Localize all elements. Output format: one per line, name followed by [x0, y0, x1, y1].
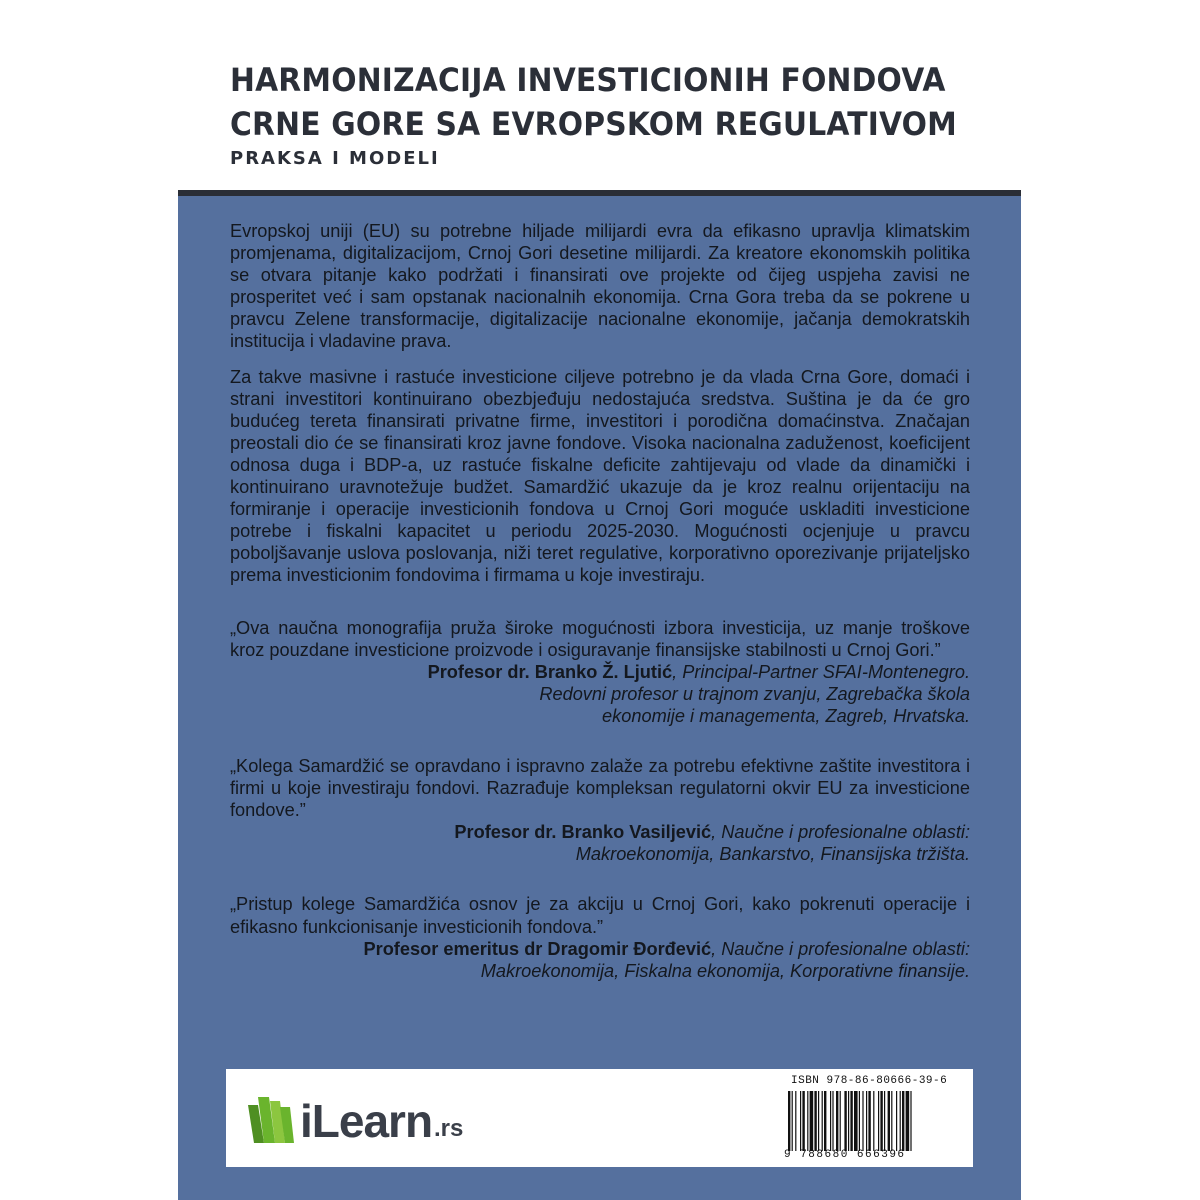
- cover-header: [178, 0, 1021, 190]
- reviewer-role: Makroekonomija, Fiskalna ekonomija, Korporativne finansije.: [480, 960, 970, 981]
- publisher-footer: [226, 1069, 973, 1167]
- isbn-label: ISBN 978-86-80666-39-6: [791, 1075, 948, 1087]
- quote-text: „Pristup kolege Samardžića osnov je za akciju u Crnoj Gori, kako pokrenuti operacije i efikasno funkcionisanje investicionih fondova.”: [230, 894, 970, 937]
- publisher-logo-word: iLearn: [300, 1095, 433, 1147]
- reviewer-role: , Principal-Partner SFAI-Montenegro.: [672, 661, 970, 682]
- book-subtitle: PRAKSA I MODELI: [230, 148, 440, 169]
- quote-text: „Ova naučna monografija pruža široke mogućnosti izbora investicija, uz manje troškove kroz pouzdane investicione proizvode i osiguravanje finansijske stabilnosti u Crnoj Gori.”: [230, 617, 970, 660]
- reviewer-role: Makroekonomija, Bankarstvo, Finansijska tržišta.: [575, 844, 970, 865]
- description-paragraph: Evropskoj uniji (EU) su potrebne hiljade milijardi evra da efikasno upravlja klimatskim promjenama, digitalizacijom, Crnoj Gori desetine milijardi. Za kreatore ekonomskih politika se otvara pitanje kako podržati i finansirati ove projekte od čijeg uspjeha zavisi ne prosperitet već i sam opstanak nacionalnih ekonomija. Crna Gora treba da se pokrene u pravcu Zelene transformacije, digitalizacije nacionalne ekonomije, jačanja demokratskih institucija i vladavine prava.: [230, 221, 970, 352]
- reviewer-role: ekonomije i managementa, Zagreb, Hrvatska.: [602, 705, 970, 726]
- reviewer-name: Profesor dr. Branko Ž. Ljutić: [427, 661, 673, 682]
- barcode-number: 9 788680 666396: [784, 1149, 906, 1161]
- ilearn-logo-mark-icon: [244, 1091, 304, 1151]
- title-line-2: CRNE GORE SA EVROPSKOM REGULATIVOM: [230, 105, 957, 143]
- reviewer-role: , Naučne i profesionalne oblasti:: [711, 938, 970, 959]
- reviewer-name: Profesor dr. Branko Vasiljević: [454, 822, 712, 843]
- barcode-icon: [786, 1091, 966, 1151]
- title-line-1: HARMONIZACIJA INVESTICIONIH FONDOVA: [230, 61, 946, 99]
- quote-attribution: [230, 661, 970, 727]
- reviewer-name: Profesor emeritus dr Dragomir Đorđević: [363, 938, 712, 959]
- quote-text: „Kolega Samardžić se opravdano i ispravno zalaže za potrebu efektivne zaštite investitora i firmi u koje investiraju fondovi. Razrađuje kompleksan regulatorni okvir EU za investicione fondove.”: [230, 755, 970, 821]
- quote-attribution: [230, 938, 970, 982]
- reviewer-role: , Naučne i profesionalne oblasti:: [711, 822, 970, 843]
- review-quote: [230, 893, 970, 981]
- quote-attribution: [230, 821, 970, 865]
- description-paragraph: Za takve masivne i rastuće investicione ciljeve potrebno je da vlada Crna Gore, domaći i strani investitori kontinuirano obezbjeđuju nedostajuća sredstva. Suština je da će gro budućeg tereta finansirati privatne firme, investitori i porodična domaćinstva. Značajan preostali dio će se finansirati kroz javne fondove. Visoka nacionalna zaduženost, koeficijent odnosa duga i BDP-a, uz rastuće fiskalne deficite zahtijevaju od vlade da dinamički i kontinuirano uravnotežuje budžet. Samardžić ukazuje da je kroz realnu orijentaciju na formiranje i operacije investicionih fondova u Crnoj Gori moguće uskladiti investicione potrebe i fiskalni kapacitet u periodu 2025-2030. Mogućnosti ocjenjuje u pravcu poboljšavanje uslova poslovanja, niži teret regulative, korporativno oporezivanje prijateljsko prema investicionim fondovima i firmama u koje investiraju.: [230, 366, 970, 586]
- publisher-logo-tld: .rs: [434, 1115, 464, 1142]
- review-quote: [230, 617, 970, 727]
- reviewer-role: Redovni profesor u trajnom zvanju, Zagrebačka škola: [539, 683, 970, 704]
- description-panel: [178, 196, 1021, 1200]
- publisher-logo: [244, 1091, 484, 1151]
- review-quote: [230, 755, 970, 865]
- description-text: [230, 220, 970, 982]
- book-title: [230, 58, 957, 146]
- book-back-cover: [178, 0, 1021, 1200]
